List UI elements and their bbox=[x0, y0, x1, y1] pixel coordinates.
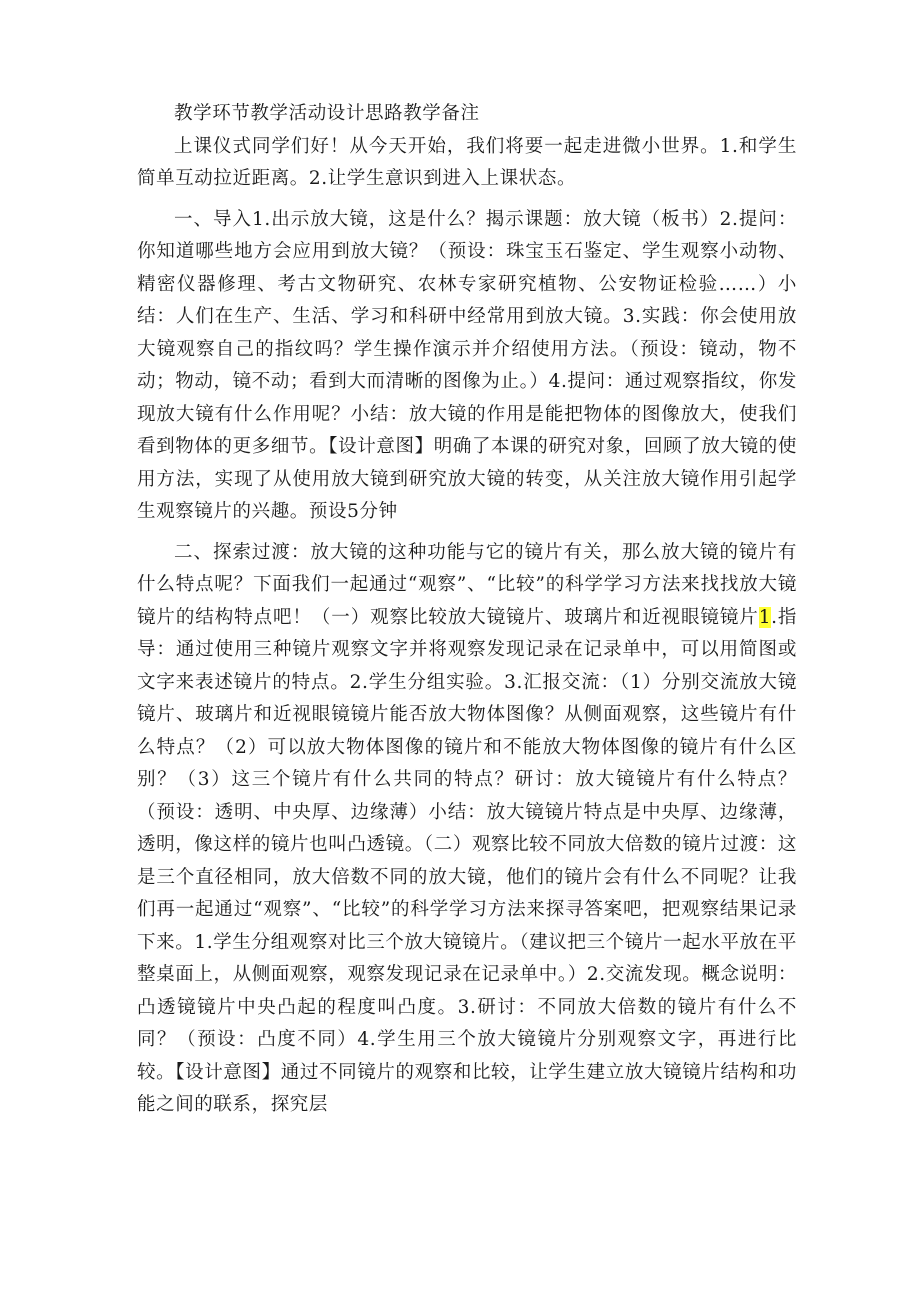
document-body bbox=[137, 98, 797, 1122]
exploration-text-rest: .指导：通过使用三种镜片观察文字并将观察发现记录在记录单中，可以用简图或文字来表述镜片的特点。2.学生分组实验。3.汇报交流：（1）分别交流放大镜镜片、玻璃片和近视眼镜镜片能否放大物体图像？从侧面观察，这些镜片有什么特点？（2）可以放大物体图像的镜片和不能放大物体图像的镜片有什么区别？（3）这三个镜片有什么共同的特点？研讨：放大镜镜片有什么特点？（预设：透明、中央厚、边缘薄）小结：放大镜镜片特点是中央厚、边缘薄，透明，像这样的镜片也叫凸透镜。（二）观察比较不同放大倍数的镜片过渡：这是三个直径相同，放大倍数不同的放大镜，他们的镜片会有什么不同呢？让我们再一起通过“观察”、“比较”的科学学习方法来探寻答案吧，把观察结果记录下来。1.学生分组观察对比三个放大镜镜片。（建议把三个镜片一起水平放在平整桌面上，从侧面观察，观察发现记录在记录单中。）2.交流发现。概念说明：凸透镜镜片中央凸起的程度叫凸度。3.研讨：不同放大倍数的镜片有什么不同？（预设：凸度不同）4.学生用三个放大镜镜片分别观察文字，再进行比较。【设计意图】通过不同镜片的观察和比较，让学生建立放大镜镜片结构和功能之间的联系，探究层 bbox=[137, 606, 797, 1115]
table-header-line: 教学环节教学活动设计思路教学备注 bbox=[174, 103, 480, 124]
highlighted-marker: 1 bbox=[758, 606, 772, 628]
paragraph-introduction: 一、导入1.出示放大镜，这是什么？揭示课题：放大镜（板书）2.提问：你知道哪些地方会应用到放大镜？（预设：珠宝玉石鉴定、学生观察小动物、精密仪器修理、考古文物研究、农林专家研究植物、公安物证检验……）小结：人们在生产、生活、学习和科研中经常用到放大镜。3.实践：你会使用放大镜观察自己的指纹吗？学生操作演示并介绍使用方法。（预设：镜动，物不动；物动，镜不动；看到大而清晰的图像为止。）4.提问：通过观察指纹，你发现放大镜有什么作用呢？小结：放大镜的作用是能把物体的图像放大，使我们看到物体的更多细节。【设计意图】明确了本课的研究对象，回顾了放大镜的使用方法，实现了从使用放大镜到研究放大镜的转变，从关注放大镜作用引起学生观察镜片的兴趣。预设5分钟 bbox=[137, 208, 797, 522]
paragraph-exploration bbox=[137, 537, 797, 1122]
exploration-text-start: 二、探索过渡：放大镜的这种功能与它的镜片有关，那么放大镜的镜片有什么特点呢？下面我们一起通过“观察”、“比较”的科学学习方法来找找放大镜镜片的结构特点吧！（一）观察比较放大镜镜片、玻璃片和近视眼镜镜片 bbox=[137, 541, 797, 628]
paragraph-opening: 上课仪式同学们好！从今天开始，我们将要一起走进微小世界。1.和学生简单互动拉近距离。2.让学生意识到进入上课状态。 bbox=[137, 135, 797, 189]
